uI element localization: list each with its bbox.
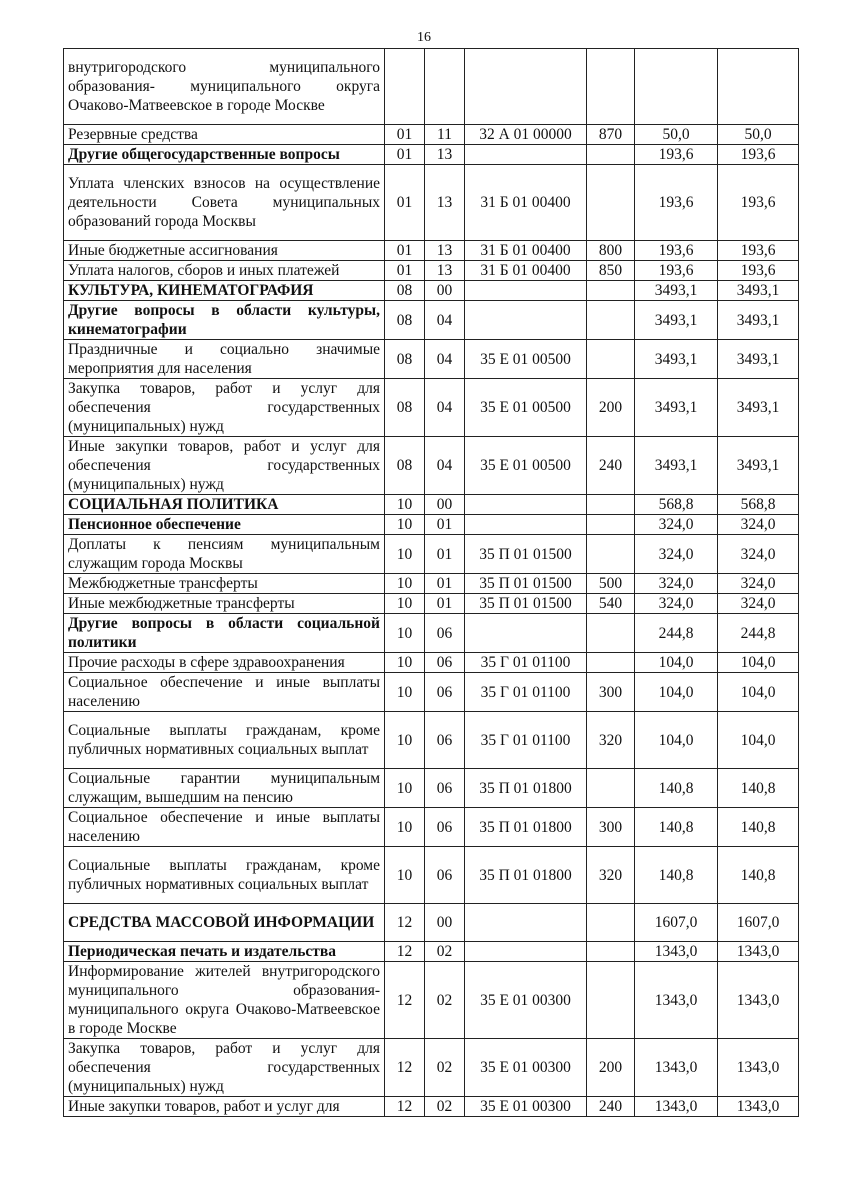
cell-csr: 35 Е 01 00300	[465, 1097, 587, 1117]
table-row	[64, 594, 799, 614]
table-row	[64, 769, 799, 808]
cell-vr	[587, 495, 635, 515]
table-row	[64, 49, 799, 125]
cell-csr: 35 П 01 01800	[465, 769, 587, 808]
cell-sum1: 140,8	[635, 847, 718, 904]
cell-vr	[587, 904, 635, 942]
cell-rz: 12	[385, 1097, 425, 1117]
cell-sum2: 3493,1	[718, 281, 799, 301]
table-row	[64, 904, 799, 942]
cell-pr: 13	[425, 241, 465, 261]
cell-vr: 870	[587, 125, 635, 145]
cell-pr: 13	[425, 145, 465, 165]
cell-sum2: 140,8	[718, 847, 799, 904]
cell-csr	[465, 614, 587, 653]
cell-csr	[465, 904, 587, 942]
cell-sum1: 3493,1	[635, 379, 718, 437]
cell-csr: 31 Б 01 00400	[465, 241, 587, 261]
cell-pr: 02	[425, 1097, 465, 1117]
table-row	[64, 281, 799, 301]
cell-name: Закупка товаров, работ и услуг для обеспечения государственных (муниципальных) нужд	[64, 379, 385, 437]
cell-pr: 06	[425, 712, 465, 769]
cell-sum1: 244,8	[635, 614, 718, 653]
cell-sum2: 193,6	[718, 261, 799, 281]
cell-vr	[587, 769, 635, 808]
cell-rz: 10	[385, 535, 425, 574]
cell-vr: 320	[587, 847, 635, 904]
cell-name: Уплата членских взносов на осуществление деятельности Совета муниципальных образований города Москвы	[64, 165, 385, 241]
cell-sum2: 324,0	[718, 515, 799, 535]
cell-sum1: 1343,0	[635, 1039, 718, 1097]
cell-sum1: 1343,0	[635, 942, 718, 962]
cell-rz: 10	[385, 712, 425, 769]
table-row	[64, 437, 799, 495]
cell-vr: 540	[587, 594, 635, 614]
cell-name: Уплата налогов, сборов и иных платежей	[64, 261, 385, 281]
cell-rz: 08	[385, 301, 425, 340]
cell-pr: 06	[425, 653, 465, 673]
cell-csr	[465, 281, 587, 301]
cell-name: СОЦИАЛЬНАЯ ПОЛИТИКА	[64, 495, 385, 515]
cell-sum2	[718, 49, 799, 125]
cell-rz: 12	[385, 942, 425, 962]
cell-sum2: 104,0	[718, 673, 799, 712]
cell-pr: 02	[425, 962, 465, 1039]
cell-pr: 13	[425, 261, 465, 281]
table-row	[64, 535, 799, 574]
cell-rz: 08	[385, 340, 425, 379]
cell-pr: 01	[425, 574, 465, 594]
cell-name: Периодическая печать и издательства	[64, 942, 385, 962]
cell-csr	[465, 49, 587, 125]
cell-vr: 200	[587, 1039, 635, 1097]
cell-vr: 500	[587, 574, 635, 594]
table-row	[64, 653, 799, 673]
cell-sum1: 1343,0	[635, 962, 718, 1039]
cell-pr: 06	[425, 673, 465, 712]
cell-name: КУЛЬТУРА, КИНЕМАТОГРАФИЯ	[64, 281, 385, 301]
cell-pr: 04	[425, 301, 465, 340]
cell-sum1: 3493,1	[635, 281, 718, 301]
cell-vr	[587, 49, 635, 125]
cell-sum2: 193,6	[718, 165, 799, 241]
cell-csr	[465, 495, 587, 515]
cell-sum2: 193,6	[718, 145, 799, 165]
cell-rz	[385, 49, 425, 125]
cell-rz: 10	[385, 594, 425, 614]
cell-name: СРЕДСТВА МАССОВОЙ ИНФОРМАЦИИ	[64, 904, 385, 942]
cell-sum2: 50,0	[718, 125, 799, 145]
cell-sum1: 324,0	[635, 515, 718, 535]
cell-sum2: 104,0	[718, 712, 799, 769]
cell-csr: 31 Б 01 00400	[465, 165, 587, 241]
cell-vr: 850	[587, 261, 635, 281]
table-row	[64, 261, 799, 281]
cell-vr: 200	[587, 379, 635, 437]
cell-csr: 35 Г 01 01100	[465, 712, 587, 769]
cell-vr	[587, 301, 635, 340]
cell-rz: 01	[385, 165, 425, 241]
cell-csr: 35 П 01 01800	[465, 847, 587, 904]
cell-csr: 35 Е 01 00500	[465, 437, 587, 495]
cell-rz: 08	[385, 437, 425, 495]
cell-vr	[587, 515, 635, 535]
cell-vr	[587, 942, 635, 962]
cell-csr: 35 Е 01 00300	[465, 1039, 587, 1097]
cell-vr: 300	[587, 808, 635, 847]
cell-pr: 06	[425, 808, 465, 847]
cell-pr: 04	[425, 340, 465, 379]
cell-pr: 06	[425, 769, 465, 808]
cell-csr: 35 Г 01 01100	[465, 673, 587, 712]
table-row	[64, 1039, 799, 1097]
cell-name: Пенсионное обеспечение	[64, 515, 385, 535]
cell-csr: 32 А 01 00000	[465, 125, 587, 145]
cell-name: Прочие расходы в сфере здравоохранения	[64, 653, 385, 673]
table-row	[64, 712, 799, 769]
cell-sum2: 140,8	[718, 808, 799, 847]
cell-name: Социальное обеспечение и иные выплаты населению	[64, 673, 385, 712]
cell-sum1: 1343,0	[635, 1097, 718, 1117]
cell-sum2: 3493,1	[718, 301, 799, 340]
cell-pr: 04	[425, 437, 465, 495]
cell-rz: 10	[385, 515, 425, 535]
cell-pr: 13	[425, 165, 465, 241]
table-row	[64, 515, 799, 535]
cell-name: Резервные средства	[64, 125, 385, 145]
cell-vr: 320	[587, 712, 635, 769]
cell-sum2: 140,8	[718, 769, 799, 808]
table-row	[64, 125, 799, 145]
cell-rz: 01	[385, 125, 425, 145]
table-row	[64, 574, 799, 594]
cell-sum1: 1607,0	[635, 904, 718, 942]
cell-rz: 08	[385, 281, 425, 301]
cell-sum2: 1343,0	[718, 1097, 799, 1117]
cell-rz: 01	[385, 261, 425, 281]
cell-name: Социальные выплаты гражданам, кроме публичных нормативных социальных выплат	[64, 712, 385, 769]
cell-rz: 10	[385, 808, 425, 847]
table-row	[64, 808, 799, 847]
cell-sum2: 324,0	[718, 535, 799, 574]
cell-csr	[465, 145, 587, 165]
cell-sum2: 1607,0	[718, 904, 799, 942]
cell-name: Социальное обеспечение и иные выплаты населению	[64, 808, 385, 847]
cell-sum1: 193,6	[635, 145, 718, 165]
table-row	[64, 241, 799, 261]
table-row	[64, 301, 799, 340]
cell-vr	[587, 653, 635, 673]
cell-csr: 35 П 01 01800	[465, 808, 587, 847]
cell-sum1: 3493,1	[635, 437, 718, 495]
cell-rz: 08	[385, 379, 425, 437]
cell-sum1: 568,8	[635, 495, 718, 515]
cell-pr: 00	[425, 281, 465, 301]
cell-sum2: 324,0	[718, 574, 799, 594]
cell-vr: 800	[587, 241, 635, 261]
cell-sum2: 1343,0	[718, 942, 799, 962]
cell-name: Информирование жителей внутригородского муниципального образования- муниципального округа Очаково-Матвеевское в городе Москве	[64, 962, 385, 1039]
cell-pr: 00	[425, 904, 465, 942]
table-row	[64, 379, 799, 437]
cell-rz: 10	[385, 673, 425, 712]
cell-sum2: 568,8	[718, 495, 799, 515]
cell-sum1: 324,0	[635, 574, 718, 594]
cell-sum2: 104,0	[718, 653, 799, 673]
cell-vr	[587, 535, 635, 574]
page-number: 16	[417, 30, 431, 45]
cell-name: внутригородского муниципального образования- муниципального округа Очаково-Матвеевское в городе Москве	[64, 49, 385, 125]
cell-sum2: 324,0	[718, 594, 799, 614]
cell-name: Иные межбюджетные трансферты	[64, 594, 385, 614]
cell-sum1: 50,0	[635, 125, 718, 145]
cell-name: Другие вопросы в области культуры, кинематографии	[64, 301, 385, 340]
cell-sum2: 3493,1	[718, 437, 799, 495]
cell-vr: 300	[587, 673, 635, 712]
cell-pr: 01	[425, 535, 465, 574]
table-row	[64, 340, 799, 379]
table-row	[64, 495, 799, 515]
cell-csr: 35 Е 01 00500	[465, 340, 587, 379]
cell-pr: 01	[425, 594, 465, 614]
cell-rz: 12	[385, 904, 425, 942]
cell-sum1: 193,6	[635, 261, 718, 281]
cell-name: Доплаты к пенсиям муниципальным служащим города Москвы	[64, 535, 385, 574]
cell-rz: 10	[385, 653, 425, 673]
cell-name: Социальные гарантии муниципальным служащим, вышедшим на пенсию	[64, 769, 385, 808]
cell-sum1: 140,8	[635, 769, 718, 808]
cell-sum1: 104,0	[635, 653, 718, 673]
cell-vr	[587, 145, 635, 165]
cell-pr: 11	[425, 125, 465, 145]
cell-pr: 02	[425, 1039, 465, 1097]
cell-rz: 10	[385, 847, 425, 904]
cell-sum2: 3493,1	[718, 379, 799, 437]
cell-sum2: 244,8	[718, 614, 799, 653]
cell-csr	[465, 515, 587, 535]
cell-sum2: 193,6	[718, 241, 799, 261]
cell-pr: 02	[425, 942, 465, 962]
cell-vr	[587, 281, 635, 301]
cell-pr: 00	[425, 495, 465, 515]
table-row	[64, 145, 799, 165]
cell-rz: 10	[385, 574, 425, 594]
cell-name: Межбюджетные трансферты	[64, 574, 385, 594]
cell-sum1: 104,0	[635, 673, 718, 712]
cell-pr	[425, 49, 465, 125]
cell-sum2: 1343,0	[718, 1039, 799, 1097]
cell-sum1	[635, 49, 718, 125]
cell-rz: 10	[385, 495, 425, 515]
cell-name: Праздничные и социально значимые мероприятия для населения	[64, 340, 385, 379]
budget-table	[63, 48, 799, 1117]
table-row	[64, 847, 799, 904]
cell-sum1: 193,6	[635, 241, 718, 261]
cell-sum2: 1343,0	[718, 962, 799, 1039]
cell-name: Иные закупки товаров, работ и услуг для обеспечения государственных (муниципальных) нужд	[64, 437, 385, 495]
cell-pr: 04	[425, 379, 465, 437]
cell-sum1: 3493,1	[635, 301, 718, 340]
cell-rz: 01	[385, 145, 425, 165]
cell-name: Другие общегосударственные вопросы	[64, 145, 385, 165]
cell-vr	[587, 340, 635, 379]
cell-sum2: 3493,1	[718, 340, 799, 379]
cell-pr: 01	[425, 515, 465, 535]
cell-name: Другие вопросы в области социальной политики	[64, 614, 385, 653]
cell-sum1: 324,0	[635, 535, 718, 574]
cell-pr: 06	[425, 614, 465, 653]
cell-sum1: 324,0	[635, 594, 718, 614]
cell-pr: 06	[425, 847, 465, 904]
cell-vr	[587, 962, 635, 1039]
table-row	[64, 962, 799, 1039]
table-row	[64, 942, 799, 962]
cell-csr	[465, 942, 587, 962]
cell-name: Иные закупки товаров, работ и услуг для	[64, 1097, 385, 1117]
table-row	[64, 673, 799, 712]
table-row	[64, 614, 799, 653]
cell-sum1: 104,0	[635, 712, 718, 769]
table-row	[64, 165, 799, 241]
cell-rz: 01	[385, 241, 425, 261]
cell-sum1: 3493,1	[635, 340, 718, 379]
cell-sum1: 193,6	[635, 165, 718, 241]
cell-csr: 31 Б 01 00400	[465, 261, 587, 281]
cell-name: Социальные выплаты гражданам, кроме публичных нормативных социальных выплат	[64, 847, 385, 904]
cell-csr: 35 Е 01 00500	[465, 379, 587, 437]
cell-csr: 35 Г 01 01100	[465, 653, 587, 673]
cell-csr: 35 Е 01 00300	[465, 962, 587, 1039]
cell-rz: 10	[385, 769, 425, 808]
cell-rz: 10	[385, 614, 425, 653]
cell-name: Закупка товаров, работ и услуг для обеспечения государственных (муниципальных) нужд	[64, 1039, 385, 1097]
cell-csr	[465, 301, 587, 340]
cell-name: Иные бюджетные ассигнования	[64, 241, 385, 261]
cell-csr: 35 П 01 01500	[465, 535, 587, 574]
table-row	[64, 1097, 799, 1117]
cell-vr	[587, 165, 635, 241]
cell-sum1: 140,8	[635, 808, 718, 847]
cell-csr: 35 П 01 01500	[465, 574, 587, 594]
cell-vr	[587, 614, 635, 653]
cell-rz: 12	[385, 1039, 425, 1097]
cell-csr: 35 П 01 01500	[465, 594, 587, 614]
cell-vr: 240	[587, 1097, 635, 1117]
cell-rz: 12	[385, 962, 425, 1039]
cell-vr: 240	[587, 437, 635, 495]
